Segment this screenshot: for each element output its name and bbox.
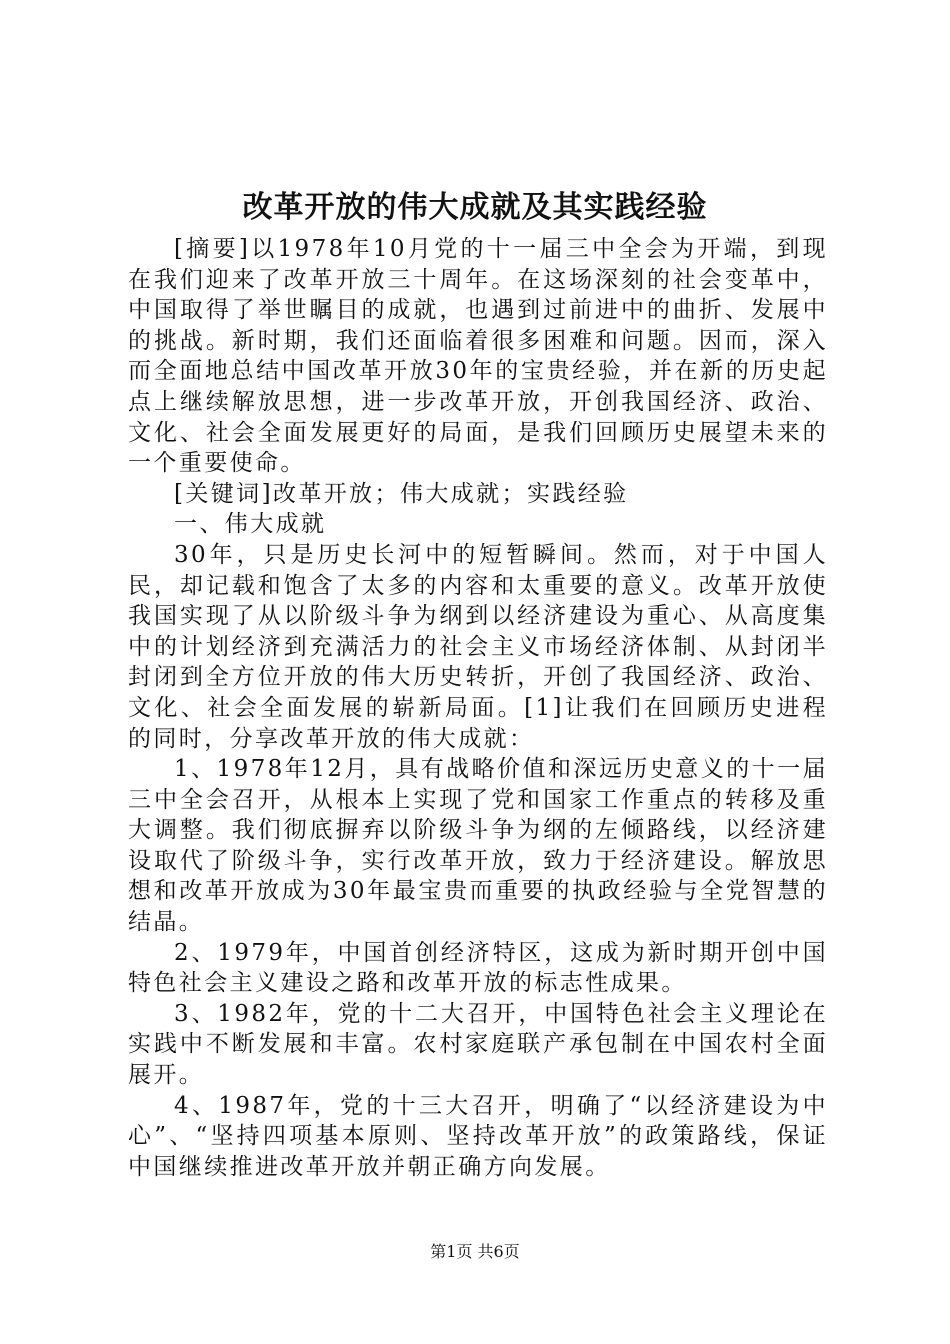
document-body bbox=[128, 234, 828, 1182]
section-heading: 一、伟大成就 bbox=[174, 511, 327, 538]
page-number-footer: 第1页 共6页 bbox=[430, 1242, 520, 1261]
list-item-1987: 4、1987年，党的十三大召开，明确了“以经济建设为中心”、“坚持四项基本原则、坚持改革开放”的政策路线，保证中国继续推进改革开放并朝正确方向发展。 bbox=[128, 1092, 828, 1180]
abstract-paragraph: [摘要]以1978年10月党的十一届三中全会为开端，到现在我们迎来了改革开放三十周年。在这场深刻的社会变革中，中国取得了举世瞩目的成就，也遇到过前进中的曲折、发展中的挑战。新时期，我们还面临着很多困难和问题。因而，深入而全面地总结中国改革开放30年的宝贵经验，并在新的历史起点上继续解放思想，进一步改革开放，开创我国经济、政治、文化、社会全面发展更好的局面，是我们回顾历史展望未来的一个重要使命。 bbox=[128, 236, 828, 477]
list-item-1978: 1、1978年12月，具有战略价值和深远历史意义的十一届三中全会召开，从根本上实现了党和国家工作重点的转移及重大调整。我们彻底摒弃以阶级斗争为纲的左倾路线，以经济建设取代了阶级斗争，实行改革开放，致力于经济建设。解放思想和改革开放成为30年最宝贵而重要的执政经验与全党智慧的结晶。 bbox=[128, 756, 828, 936]
body-paragraph: 30年，只是历史长河中的短暂瞬间。然而，对于中国人民，却记载和饱含了太多的内容和太重要的意义。改革开放使我国实现了从以阶级斗争为纲到以经济建设为重心、从高度集中的计划经济到充满活力的社会主义市场经济体制、从封闭半封闭到全方位开放的伟大历史转折，开创了我国经济、政治、文化、社会全面发展的崭新局面。[1]让我们在回顾历史进程的同时，分享改革开放的伟大成就： bbox=[128, 541, 828, 752]
list-item-1979: 2、1979年，中国首创经济特区，这成为新时期开创中国特色社会主义建设之路和改革开放的标志性成果。 bbox=[128, 939, 828, 997]
list-item-1982: 3、1982年，党的十二大召开，中国特色社会主义理论在实践中不断发展和丰富。农村家庭联产承包制在中国农村全面展开。 bbox=[128, 1000, 828, 1089]
keywords-paragraph: [关键词]改革开放；伟大成就；实践经验 bbox=[174, 480, 629, 507]
document-title: 改革开放的伟大成就及其实践经验 bbox=[242, 190, 708, 225]
